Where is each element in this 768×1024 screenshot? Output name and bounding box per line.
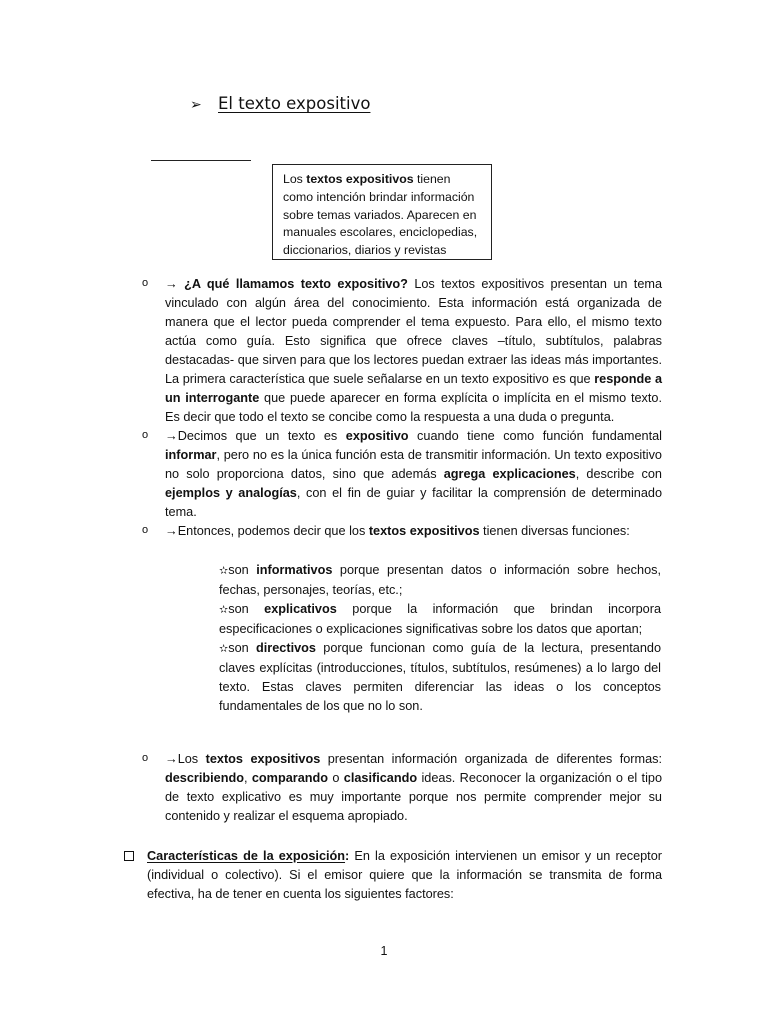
text: o xyxy=(328,771,344,785)
bold-text: explicativos xyxy=(264,602,337,616)
list-item-function xyxy=(142,427,662,522)
text: son xyxy=(228,641,257,655)
text: tienen diversas funciones: xyxy=(479,524,630,538)
text: Los xyxy=(177,752,206,766)
bold-text: responde a un interrogante xyxy=(165,372,662,405)
bold-text: comparando xyxy=(251,771,328,785)
arrow-icon: → xyxy=(165,429,178,443)
bold-text: expositivo xyxy=(345,429,409,443)
star-icon: ✫ xyxy=(219,604,229,616)
text: En la exposición intervienen un emisor y un receptor (individual o colectivo). Si el emisor quiere que la información se transmita de forma efectiva, ha de tener en cuenta los siguientes factores: xyxy=(147,849,662,901)
star-icon: ✫ xyxy=(219,643,229,655)
text: presentan información organizada de diferentes formas: xyxy=(320,752,663,766)
arrow-icon: → xyxy=(165,752,178,766)
text: son xyxy=(228,602,265,616)
function-explicativos xyxy=(219,600,661,639)
circle-bullet-icon: o xyxy=(142,429,149,441)
section-caracteristicas xyxy=(124,847,662,904)
bold-text: agrega explicaciones xyxy=(443,467,576,481)
paragraph xyxy=(124,847,662,904)
list-item-definition xyxy=(142,275,662,427)
text: cuando tiene como función fundamental xyxy=(408,429,662,443)
text: , pero no es la única función esta de transmitir información. Un texto expositivo no solo proporciona datos, sino que además xyxy=(165,448,662,481)
text: porque presentan datos o información sobre hechos, fechas, personajes, teorías, etc.; xyxy=(219,563,661,597)
arrowhead-bullet-icon: ➢ xyxy=(190,97,202,113)
circle-bullet-icon: o xyxy=(142,277,149,289)
section-heading: Características de la exposición xyxy=(147,849,346,863)
text: , xyxy=(243,771,252,785)
page-title xyxy=(190,94,370,113)
paragraph xyxy=(165,750,662,826)
bold-text: directivos xyxy=(256,641,316,655)
intro-box xyxy=(272,164,492,260)
list-item-functions-intro xyxy=(142,522,662,541)
functions-list xyxy=(219,561,661,716)
text: , con el fin de guiar y facilitar la comprensión de determinado tema. xyxy=(165,486,662,519)
bold-text: textos expositivos xyxy=(368,524,480,538)
bold-text: ejemplos y analogías xyxy=(165,486,297,500)
text: porque funcionan como guía de la lectura, presentando claves explícitas (introducciones, títulos, subtítulos, resúmenes) a lo largo del texto. Estas claves permiten diferenciar las ideas o los conceptos fundamentales de los que no lo son. xyxy=(219,641,661,713)
title-text: El texto expositivo xyxy=(218,94,371,113)
paragraph xyxy=(165,275,662,427)
paragraph xyxy=(165,427,662,522)
bold-text: describiendo xyxy=(165,771,244,785)
text: ideas. Reconocer la organización o el tipo de texto explicativo es muy importante porque nos permite comprender mejor su contenido y realizar el esquema apropiado. xyxy=(165,771,662,823)
circle-bullet-icon: o xyxy=(142,524,149,536)
text: porque la información que brindan incorpora especificaciones o explicaciones significativas sobre los datos que aportan; xyxy=(219,602,662,636)
text: que puede aparecer en forma explícita o implícita en el mismo texto. Es decir que todo el texto se concibe como la respuesta a una duda o pregunta. xyxy=(165,391,662,424)
function-informativos xyxy=(219,561,661,600)
intro-text: tienen como intención brindar información sobre temas variados. Aparecen en manuales escolares, enciclopedias, diccionarios, diarios y revistas xyxy=(283,172,478,258)
text: Decimos que un texto es xyxy=(177,429,346,443)
arrow-icon: → xyxy=(165,277,178,291)
intro-text: Los xyxy=(283,172,307,186)
checkbox-bullet-icon xyxy=(124,851,134,861)
bold-text: textos expositivos xyxy=(205,752,321,766)
page-number: 1 xyxy=(380,944,388,958)
bold-text: : xyxy=(345,849,350,863)
text: Los textos expositivos presentan un tema vinculado con algún área del conocimiento. Esta información está organizada de manera que el lector pueda comprender el tema expuesto. Para ello, el mismo texto actúa como guía. Esto significa que ofrece claves –título, subtítulos, palabras destacadas- que sirven para que los lectores puedan extraer las ideas más importantes. La primera característica que suele señalarse en un texto expositivo es que xyxy=(165,277,663,386)
paragraph xyxy=(165,522,662,541)
bold-text: informativos xyxy=(256,563,333,577)
bold-text: ¿A qué llamamos texto expositivo? xyxy=(184,277,408,291)
bold-text: clasificando xyxy=(343,771,418,785)
text: Entonces, podemos decir que los xyxy=(177,524,369,538)
function-directivos xyxy=(219,639,661,716)
bold-text: informar xyxy=(165,448,217,462)
text: son xyxy=(228,563,257,577)
text: , describe con xyxy=(575,467,662,481)
horizontal-rule xyxy=(151,160,251,161)
intro-bold: textos expositivos xyxy=(306,172,414,186)
arrow-icon: → xyxy=(165,524,178,538)
list-item-organization xyxy=(142,750,662,826)
circle-bullet-icon: o xyxy=(142,752,149,764)
star-icon: ✫ xyxy=(219,565,229,577)
